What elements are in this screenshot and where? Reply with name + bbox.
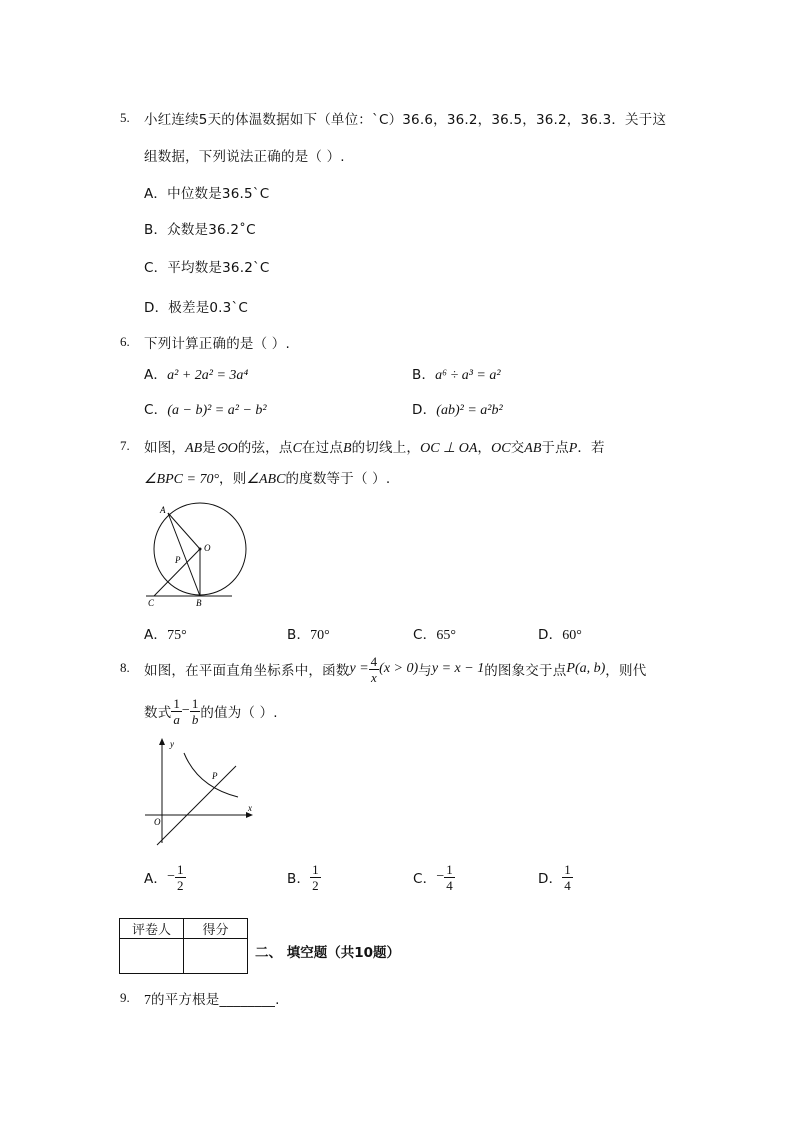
q7-stem-line1 xyxy=(144,436,605,457)
q7-math: P xyxy=(568,441,578,456)
q7-math: ∠ABC xyxy=(246,472,286,487)
q8-option-d-fraction xyxy=(562,863,573,892)
q9-number: 9. xyxy=(120,990,130,1005)
q7-option-d xyxy=(538,623,582,644)
q8-frac-den: a xyxy=(173,711,180,727)
q8-math: (x > 0) xyxy=(379,661,419,676)
q8-frac-den: b xyxy=(191,711,199,727)
q7-option-c-value: 65° xyxy=(436,628,456,643)
line-y-x-minus-1 xyxy=(157,766,236,845)
q5-option-b: B．众数是36.2˚C xyxy=(144,222,256,238)
q7-text: 如图， xyxy=(144,440,186,456)
q7-option-a xyxy=(144,623,187,644)
q8-text: 与 xyxy=(418,663,432,679)
q6-option-c xyxy=(144,398,267,419)
q5-option-d: D．极差是0.3`C xyxy=(144,300,249,316)
q7-text: 的切线上， xyxy=(351,440,421,456)
q8-option-c-sign: − xyxy=(436,869,445,884)
q8-option-a-fraction xyxy=(175,863,186,892)
q7-number: 7. xyxy=(120,438,130,453)
q5-number: 5. xyxy=(120,110,130,125)
q6-option-b-expr: a⁶ ÷ a³ = a² xyxy=(435,368,501,383)
q8-option-c xyxy=(413,857,455,897)
q5-option-a: A．中位数是36.5`C xyxy=(144,186,270,202)
q9-text: 的平方根是________. xyxy=(151,992,280,1008)
q8-option-a-den: 2 xyxy=(177,877,184,893)
q7-option-b xyxy=(287,623,330,644)
q5-option-c: C．平均数是36.2`C xyxy=(144,260,270,276)
radius-oa xyxy=(168,513,200,549)
q8-option-b-num: 1 xyxy=(312,861,319,877)
q7-option-c-label: C． xyxy=(413,627,437,643)
q8-option-d-label: D． xyxy=(538,871,563,887)
q8-number: 8. xyxy=(120,660,130,675)
q8-option-c-den: 4 xyxy=(446,877,453,893)
q6-number: 6. xyxy=(120,334,130,349)
q8-option-d-den: 4 xyxy=(564,877,571,893)
score-table-header-grader: 评卷人 xyxy=(120,919,184,939)
q8-option-a-label: A． xyxy=(144,871,168,887)
q7-option-b-value: 70° xyxy=(310,628,330,643)
q7-option-d-value: 60° xyxy=(562,628,582,643)
q7-option-a-label: A． xyxy=(144,627,168,643)
q5-stem-line1: 小红连续5天的体温数据如下（单位：`C）36.6，36.2，36.5，36.2，36.3．关于这 xyxy=(144,112,667,128)
q7-text: 是 xyxy=(202,440,216,456)
q7-math: OC ⊥ OA xyxy=(420,441,478,456)
q8-math: y = x − 1 xyxy=(431,661,485,676)
q7-option-c xyxy=(413,623,456,644)
q8-stem-line1 xyxy=(144,650,646,688)
q7-text: 交 xyxy=(510,440,525,456)
q8-frac-num: 1 xyxy=(173,695,180,711)
q7-math: C xyxy=(292,441,302,456)
q6-option-b xyxy=(412,363,501,384)
q6-option-c-expr: (a − b)² = a² − b² xyxy=(167,403,267,418)
q8-stem-line2 xyxy=(144,692,278,730)
q8-math: − xyxy=(181,703,190,718)
label-c: C xyxy=(148,598,155,608)
q8-text: 的值为（ ）. xyxy=(200,705,278,721)
score-table-score-cell[interactable] xyxy=(184,939,248,974)
q8-option-c-fraction xyxy=(444,863,455,892)
q7-text: ．若 xyxy=(577,440,605,456)
label-b: B xyxy=(196,598,202,608)
q7-math: OC xyxy=(491,441,511,456)
q6-option-a-label: A． xyxy=(144,367,168,383)
label-p: P xyxy=(175,555,181,565)
q8-fraction xyxy=(190,697,201,726)
q8-option-c-label: C． xyxy=(413,871,437,887)
q8-option-b-den: 2 xyxy=(312,877,319,893)
q8-text: 数式 xyxy=(144,705,172,721)
q9-math: 7 xyxy=(144,993,151,1008)
q8-option-b xyxy=(287,857,321,897)
q7-math: B xyxy=(343,441,352,456)
q7-math: ⊙O xyxy=(215,441,238,456)
q8-option-d-num: 1 xyxy=(564,861,571,877)
q6-option-a-expr: a² + 2a² = 3a⁴ xyxy=(167,368,249,383)
q8-graph-figure xyxy=(140,735,258,847)
q8-text: 如图，在平面直角坐标系中，函数 xyxy=(144,663,350,679)
q7-text: ，则 xyxy=(219,471,247,487)
q8-math: P(a, b) xyxy=(566,661,606,676)
score-table-header-score: 得分 xyxy=(184,919,248,939)
q8-option-a-sign: − xyxy=(167,869,176,884)
q7-option-a-value: 75° xyxy=(167,628,187,643)
score-table-grader-cell[interactable] xyxy=(120,939,184,974)
q8-frac-num: 4 xyxy=(370,653,378,669)
q9-stem xyxy=(144,988,280,1009)
q6-stem: 下列计算正确的是（ ）. xyxy=(144,336,290,352)
q8-option-a-num: 1 xyxy=(177,861,184,877)
q8-text: ，则代 xyxy=(605,663,647,679)
q8-option-d xyxy=(538,857,573,897)
label-y: y xyxy=(170,739,174,749)
section-title: 二、 填空题（共10题） xyxy=(255,945,400,961)
q7-stem-line2 xyxy=(144,467,390,488)
q6-option-c-label: C． xyxy=(144,402,168,418)
q7-text: 于点 xyxy=(541,440,569,456)
q7-option-b-label: B． xyxy=(287,627,311,643)
q7-math: ∠BPC = 70° xyxy=(144,472,220,487)
center-point xyxy=(199,548,202,551)
q6-option-d xyxy=(412,398,503,419)
q8-fraction xyxy=(369,655,380,684)
q7-circle-figure xyxy=(140,500,250,612)
q7-text: 的度数等于（ ）. xyxy=(285,471,391,487)
label-p: P xyxy=(212,771,218,781)
y-axis-arrow xyxy=(159,738,165,745)
q7-math: AB xyxy=(185,441,203,456)
q8-math: y = xyxy=(349,661,369,676)
q8-text: 的图象交于点 xyxy=(484,663,567,679)
label-o: O xyxy=(204,543,211,553)
q6-option-d-expr: (ab)² = a²b² xyxy=(436,403,503,418)
label-o: O xyxy=(154,817,161,827)
q7-text: 在过点 xyxy=(301,440,344,456)
q6-option-a xyxy=(144,363,248,384)
q8-fraction xyxy=(171,697,182,726)
q8-option-c-num: 1 xyxy=(446,861,453,877)
q6-option-d-label: D． xyxy=(412,402,437,418)
q8-frac-num: 1 xyxy=(191,695,199,711)
q8-option-a xyxy=(144,857,186,897)
q6-option-b-label: B． xyxy=(412,367,436,383)
q8-option-b-fraction xyxy=(310,863,321,892)
q7-math: AB xyxy=(524,441,542,456)
q7-text: ， xyxy=(477,440,492,456)
q7-text: 的弦，点 xyxy=(237,440,293,456)
q8-frac-den: x xyxy=(371,669,377,685)
q5-stem-line2: 组数据，下列说法正确的是（ ）. xyxy=(144,149,345,165)
label-x: x xyxy=(248,803,252,813)
score-table xyxy=(119,918,248,974)
q8-option-b-label: B． xyxy=(287,871,311,887)
label-a: A xyxy=(160,505,166,515)
q7-option-d-label: D． xyxy=(538,627,563,643)
